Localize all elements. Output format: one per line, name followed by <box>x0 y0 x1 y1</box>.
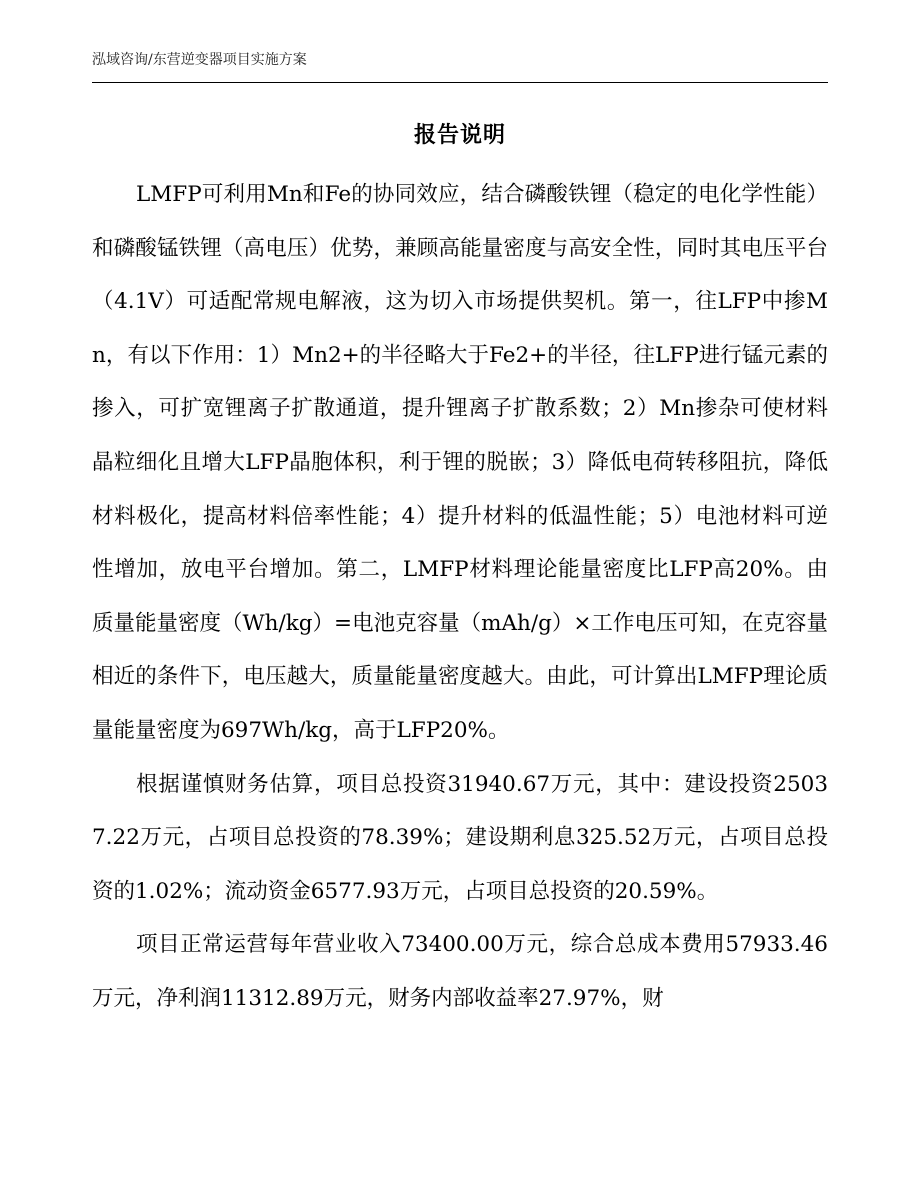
paragraph-investment-estimate: 根据谨慎财务估算，项目总投资31940.67万元，其中：建设投资25037.22万元，占项目总投资的78.39%；建设期利息325.52万元，占项目总投资的1.02%；流动资金6577.93万元，占项目总投资的20.59%。 <box>92 771 828 904</box>
report-body <box>92 168 828 1026</box>
header-divider <box>92 82 828 83</box>
paragraph-operating-revenue: 项目正常运营每年营业收入73400.00万元，综合总成本费用57933.46万元，净利润11312.89万元，财务内部收益率27.97%，财 <box>92 932 828 1011</box>
page-title: 报告说明 <box>413 122 506 148</box>
running-header: 泓域咨询/东营逆变器项目实施方案 <box>92 52 307 68</box>
paragraph-lmfp-overview: LMFP可利用Mn和Fe的协同效应，结合磷酸铁锂（稳定的电化学性能）和磷酸锰铁锂（高电压）优势，兼顾高能量密度与高安全性，同时其电压平台（4.1V）可适配常规电解液，这为切入市场提供契机。第一，往LFP中掺Mn，有以下作用：1）Mn2+的半径略大于Fe2+的半径，往LFP进行锰元素的掺入，可扩宽锂离子扩散通道，提升锂离子扩散系数；2）Mn掺杂可使材料晶粒细化且增大LFP晶胞体积，利于锂的脱嵌；3）降低电荷转移阻抗，降低材料极化，提高材料倍率性能；4）提升材料的低温性能；5）电池材料可逆性增加，放电平台增加。第二，LMFP材料理论能量密度比LFP高20%。由质量能量密度（Wh/kg）=电池克容量（mAh/g）×工作电压可知，在克容量相近的条件下，电压越大，质量能量密度越大。由此，可计算出LMFP理论质量能量密度为697Wh/kg，高于LFP20%。 <box>92 182 828 743</box>
